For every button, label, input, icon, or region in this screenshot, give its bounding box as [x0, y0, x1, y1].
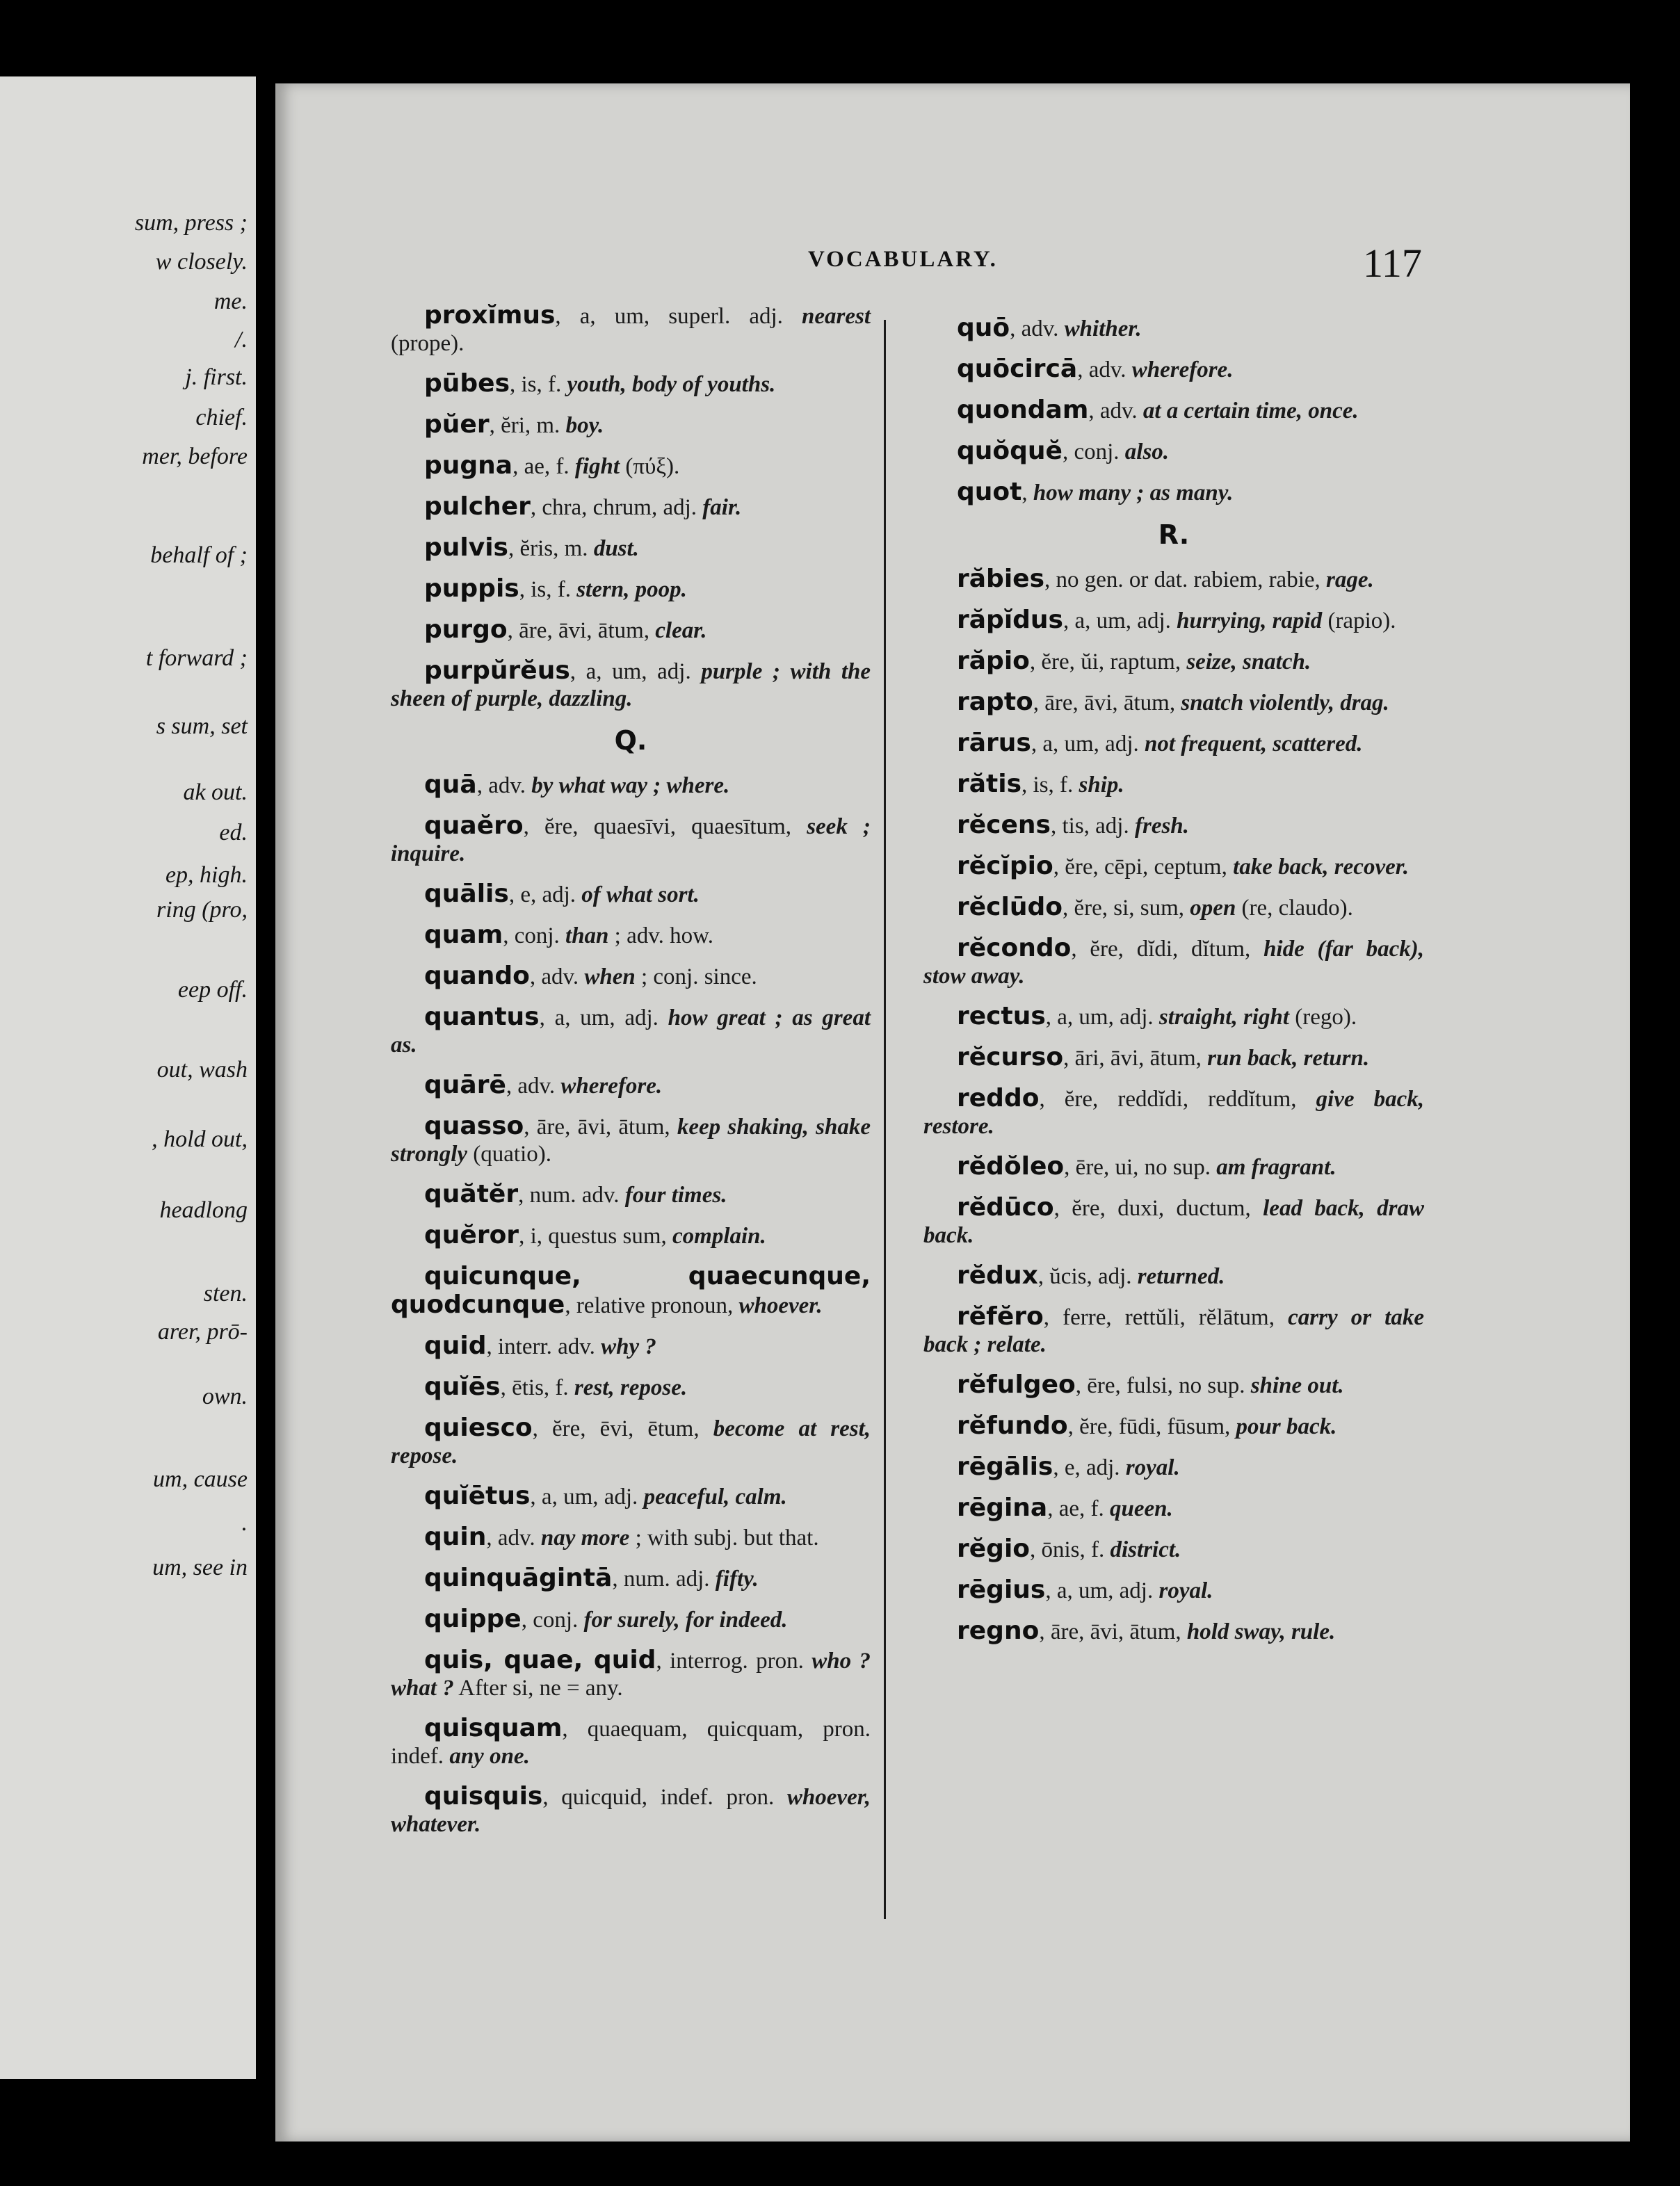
entry-tail: ; adv. how.: [608, 923, 714, 948]
dictionary-entry: [923, 1371, 1424, 1400]
entry-grammar: , ēre, fulsi, no sup.: [1075, 1373, 1251, 1398]
entry-grammar: , a, um, superl. adj.: [555, 304, 802, 329]
left-page: [0, 76, 256, 2079]
entry-grammar: , adv.: [1077, 357, 1132, 382]
left-page-fragment: sten.: [203, 1281, 248, 1306]
dictionary-entry: [391, 1523, 871, 1552]
left-page-fragment: own.: [202, 1384, 248, 1409]
entry-grammar: , interr. adv.: [486, 1334, 601, 1359]
entry-gloss: ship.: [1079, 772, 1124, 798]
entry-gloss: nearest: [802, 304, 871, 329]
entry-headword: rĕcondo: [957, 934, 1072, 962]
entry-headword: quaĕro: [424, 811, 524, 840]
entry-headword: quinquāgintā: [424, 1564, 613, 1592]
dictionary-entry: [923, 314, 1424, 343]
dictionary-entry: [391, 1181, 871, 1209]
left-page-fragment: um, see in: [152, 1555, 248, 1580]
entry-gloss: become at rest, repose.: [391, 1416, 871, 1468]
entry-grammar: , ae, f.: [512, 454, 575, 479]
entry-gloss: shine out.: [1250, 1373, 1344, 1398]
entry-headword: quis, quae, quid: [424, 1646, 656, 1674]
left-page-fragment: arer, prō-: [157, 1319, 248, 1345]
entry-gloss: stern, poop.: [576, 577, 687, 602]
dictionary-entry: [923, 770, 1424, 799]
dictionary-entry: [923, 478, 1424, 507]
entry-gloss: than: [565, 923, 609, 948]
dictionary-entry: [923, 729, 1424, 758]
dictionary-entry: [391, 1332, 871, 1361]
dictionary-entry: [391, 1783, 871, 1838]
entry-grammar: , ĕre, ēvi, ētum,: [532, 1416, 713, 1441]
entry-headword: quicunque, quaecunque, quodcunque: [391, 1262, 871, 1319]
entry-grammar: , āre, āvi, ātum,: [1033, 690, 1181, 715]
entry-grammar: , relative pronoun,: [565, 1293, 739, 1318]
dictionary-entry: [391, 1715, 871, 1770]
entry-grammar: , ĕre, reddĭdi, reddĭtum,: [1039, 1087, 1316, 1112]
entry-grammar: , ŭcis, adj.: [1037, 1264, 1138, 1289]
section-letter: Q.: [614, 725, 647, 756]
entry-headword: rārus: [957, 729, 1031, 757]
entry-gloss: why ?: [601, 1334, 656, 1359]
entry-gloss: whoever, whatever.: [391, 1785, 871, 1837]
entry-tail: ; conj. since.: [635, 964, 757, 989]
entry-grammar: , ĕre, si, sum,: [1062, 896, 1190, 921]
dictionary-entry: [391, 534, 871, 562]
entry-headword: rĕgio: [957, 1535, 1031, 1563]
entry-gloss: lead back, draw back.: [923, 1196, 1424, 1248]
entry-gloss: dust.: [593, 536, 639, 561]
dictionary-entry: [391, 657, 871, 713]
entry-tail: (rego).: [1289, 1005, 1357, 1030]
entry-grammar: , ĕre, fūdi, fūsum,: [1067, 1414, 1236, 1439]
entry-gloss: how many ; as many.: [1033, 480, 1234, 505]
left-page-fragment: headlong: [159, 1197, 248, 1223]
entry-grammar: , ĕre, ŭi, raptum,: [1029, 649, 1187, 674]
entry-gloss: for surely, for indeed.: [583, 1608, 788, 1633]
dictionary-entry: [923, 606, 1424, 635]
entry-grammar: , ōnis, f.: [1030, 1537, 1110, 1562]
entry-headword: quătĕr: [424, 1180, 519, 1208]
left-page-fragment: t forward ;: [145, 645, 248, 671]
dictionary-entry: [923, 565, 1424, 594]
entry-headword: proxĭmus: [424, 301, 556, 330]
entry-headword: quam: [424, 921, 503, 949]
entry-headword: rĕclūdo: [957, 893, 1063, 921]
dictionary-entry: [923, 934, 1424, 990]
entry-tail: ; with subj. but that.: [629, 1525, 819, 1551]
entry-gloss: pour back.: [1236, 1414, 1337, 1439]
entry-gloss: returned.: [1137, 1264, 1225, 1289]
dictionary-entry: [923, 1153, 1424, 1181]
entry-headword: quō: [957, 314, 1010, 342]
left-page-fragment: /.: [235, 327, 248, 353]
entry-gloss: snatch violently, drag.: [1181, 690, 1389, 715]
dictionary-entry: [923, 1044, 1424, 1072]
entry-grammar: , adv.: [476, 773, 532, 798]
entry-headword: regno: [957, 1617, 1040, 1645]
entry-grammar: , adv.: [529, 964, 585, 989]
entry-headword: quĭēs: [424, 1373, 501, 1401]
entry-gloss: fresh.: [1134, 813, 1189, 839]
entry-headword: quā: [424, 770, 477, 799]
entry-grammar: , adv.: [506, 1074, 561, 1099]
entry-headword: reddo: [957, 1084, 1040, 1112]
entry-gloss: peaceful, calm.: [643, 1484, 787, 1509]
entry-headword: rĕfulgeo: [957, 1370, 1076, 1399]
entry-grammar: , a, um, adj.: [1031, 731, 1145, 756]
entry-grammar: , ae, f.: [1047, 1496, 1110, 1521]
entry-gloss: fifty.: [715, 1566, 759, 1592]
entry-headword: rapto: [957, 688, 1033, 716]
entry-headword: quid: [424, 1331, 487, 1360]
dictionary-entry: [391, 575, 871, 604]
entry-grammar: , a, um, adj.: [1063, 608, 1177, 633]
entry-grammar: , interrog. pron.: [656, 1649, 812, 1674]
left-page-fragment: eep off.: [177, 977, 248, 1003]
left-page-fragment: s sum, set: [156, 713, 248, 739]
entry-gloss: straight, right: [1158, 1005, 1289, 1030]
page-number: 117: [1363, 241, 1422, 286]
entry-gloss: complain.: [672, 1224, 766, 1249]
entry-grammar: , ĕris, m.: [508, 536, 594, 561]
dictionary-entry: [923, 396, 1424, 425]
entry-grammar: , ĕre, cēpi, ceptum,: [1053, 855, 1234, 880]
entry-gloss: queen.: [1110, 1496, 1173, 1521]
entry-headword: quĭētus: [424, 1482, 531, 1510]
entry-headword: quantus: [424, 1003, 540, 1031]
entry-gloss: take back, recover.: [1233, 855, 1410, 880]
left-column: [391, 302, 871, 1851]
dictionary-entry: [923, 1535, 1424, 1564]
left-page-fragment: .: [241, 1510, 248, 1536]
entry-grammar: , is, f.: [1021, 772, 1079, 798]
dictionary-entry: [391, 1414, 871, 1470]
entry-gloss: fight: [574, 454, 620, 479]
entry-gloss: purple ; with the sheen of purple, dazzling.: [391, 659, 871, 711]
dictionary-entry: [391, 771, 871, 800]
entry-headword: răbies: [957, 565, 1044, 593]
entry-grammar: , quicquid, indef. pron.: [542, 1785, 787, 1810]
entry-headword: quot: [957, 478, 1022, 506]
entry-headword: quārē: [424, 1071, 506, 1099]
dictionary-entry: [923, 437, 1424, 466]
entry-headword: pugna: [424, 451, 513, 480]
entry-headword: quippe: [424, 1605, 522, 1633]
entry-grammar: , quaequam, quicquam, pron. indef.: [391, 1717, 871, 1769]
dictionary-entry: [391, 1482, 871, 1511]
entry-tail: (πύξ).: [620, 454, 680, 479]
dictionary-entry: [391, 880, 871, 909]
dictionary-entry: [391, 452, 871, 480]
entry-headword: rĕdŏleo: [957, 1152, 1065, 1181]
entry-grammar: , is, f.: [519, 577, 577, 602]
entry-gloss: hurrying, rapid: [1177, 608, 1323, 633]
entry-gloss: not frequent, scattered.: [1145, 731, 1363, 756]
entry-grammar: , ĕre, dĭdi, dĭtum,: [1071, 937, 1264, 962]
dictionary-entry: [923, 893, 1424, 922]
entry-grammar: , i, questus sum,: [519, 1224, 672, 1249]
entry-gloss: how great ; as great as.: [391, 1005, 871, 1058]
dictionary-entry: [391, 370, 871, 398]
entry-headword: quisquis: [424, 1782, 543, 1811]
right-column: [923, 314, 1424, 1658]
dictionary-entry: [391, 1605, 871, 1634]
dictionary-entry: [923, 1453, 1424, 1482]
entry-tail: (prope).: [391, 331, 465, 356]
dictionary-entry: [923, 1576, 1424, 1605]
entry-grammar: , ĕre, quaesīvi, quaesītum,: [523, 814, 807, 839]
dictionary-entry: [391, 1003, 871, 1059]
dictionary-entry: [391, 921, 871, 950]
running-head: VOCABULARY.: [808, 247, 998, 272]
entry-headword: purgo: [424, 615, 508, 644]
entry-headword: quālis: [424, 880, 509, 908]
left-page-fragment: behalf of ;: [150, 542, 248, 568]
entry-gloss: royal.: [1158, 1578, 1213, 1603]
dictionary-entry: [923, 355, 1424, 384]
entry-headword: rēgius: [957, 1576, 1046, 1604]
entry-gloss: fair.: [702, 495, 742, 520]
entry-gloss: when: [584, 964, 636, 989]
left-page-fragment: um, cause: [153, 1466, 248, 1492]
dictionary-entry: [923, 1412, 1424, 1441]
entry-grammar: , is, f.: [510, 372, 567, 397]
entry-gloss: carry or take back ; relate.: [923, 1305, 1424, 1357]
dictionary-entry: [923, 1617, 1424, 1646]
entry-gloss: youth, body of youths.: [567, 372, 776, 397]
entry-headword: quisquam: [424, 1714, 563, 1742]
entry-headword: quŏquĕ: [957, 437, 1063, 465]
entry-grammar: , āre, āvi, ātum,: [524, 1115, 677, 1140]
left-page-fragment: , hold out,: [152, 1126, 248, 1152]
entry-grammar: , conj.: [503, 923, 566, 948]
entry-headword: rĕcens: [957, 811, 1051, 839]
dictionary-entry: [923, 647, 1424, 676]
left-page-fragment: chief.: [195, 405, 248, 430]
dictionary-entry: [391, 616, 871, 645]
entry-gloss: also.: [1124, 439, 1170, 464]
entry-gloss: nay more: [540, 1525, 630, 1551]
entry-tail: (re, claudo).: [1236, 896, 1353, 921]
dictionary-entry: [923, 1494, 1424, 1523]
entry-grammar: , e, adj.: [508, 882, 582, 907]
left-page-fragment: ep, high.: [165, 862, 248, 888]
left-page-fragment: me.: [213, 289, 248, 314]
dictionary-entry: [391, 411, 871, 439]
entry-headword: rectus: [957, 1002, 1046, 1030]
dictionary-entry: [391, 493, 871, 521]
entry-grammar: , ētis, f.: [500, 1375, 574, 1400]
dictionary-entry: [923, 1303, 1424, 1359]
entry-grammar: , āre, āvi, ātum,: [507, 618, 656, 643]
entry-headword: pulcher: [424, 492, 531, 521]
entry-gloss: at a certain time, once.: [1142, 398, 1359, 423]
entry-headword: quin: [424, 1523, 487, 1551]
entry-gloss: by what way ; where.: [531, 773, 730, 798]
entry-grammar: , chra, chrum, adj.: [530, 495, 703, 520]
entry-gloss: district.: [1110, 1537, 1181, 1562]
entry-grammar: , a, um, adj.: [539, 1005, 668, 1030]
section-letter: R.: [1158, 519, 1190, 550]
entry-gloss: of what sort.: [581, 882, 700, 907]
left-page-fragment: ed.: [219, 820, 248, 845]
entry-gloss: who ? what ?: [391, 1649, 871, 1701]
entry-grammar: , ĕri, m.: [489, 413, 566, 438]
entry-gloss: boy.: [565, 413, 604, 438]
dictionary-entry: [391, 1646, 871, 1702]
entry-gloss: whoever.: [738, 1293, 823, 1318]
entry-grammar: , ēre, ui, no sup.: [1064, 1155, 1217, 1180]
entry-headword: rĕcĭpio: [957, 852, 1053, 880]
dictionary-entry: [391, 1564, 871, 1593]
entry-grammar: , conj.: [521, 1608, 584, 1633]
entry-grammar: , adv.: [486, 1525, 541, 1551]
left-page-fragment: j. first.: [185, 364, 248, 390]
entry-gloss: give back, restore.: [923, 1087, 1424, 1139]
entry-grammar: , no gen. or dat. rabiem, rabie,: [1044, 567, 1327, 592]
left-page-fragment: sum, press ;: [134, 210, 248, 236]
entry-gloss: wherefore.: [560, 1074, 663, 1099]
dictionary-entry: [923, 1085, 1424, 1140]
entry-grammar: , adv.: [1088, 398, 1143, 423]
entry-headword: pulvis: [424, 533, 508, 562]
left-page-fragment: ring (pro,: [156, 897, 248, 923]
dictionary-entry: [923, 852, 1424, 881]
entry-headword: puppis: [424, 574, 519, 603]
entry-headword: quondam: [957, 396, 1089, 424]
dictionary-entry: [391, 812, 871, 868]
entry-grammar: , a, um, adj.: [530, 1484, 644, 1509]
entry-headword: pŭer: [424, 410, 490, 439]
left-page-fragment: mer, before: [142, 444, 248, 469]
entry-gloss: clear.: [655, 618, 707, 643]
entry-grammar: , conj.: [1062, 439, 1125, 464]
entry-grammar: , tis, adj.: [1050, 813, 1135, 839]
entry-headword: rĕfĕro: [957, 1302, 1044, 1331]
entry-headword: quasso: [424, 1112, 524, 1140]
entry-headword: quĕror: [424, 1221, 519, 1249]
entry-gloss: seek ; inquire.: [391, 814, 871, 866]
dictionary-entry: [923, 1194, 1424, 1249]
left-page-fragment: ak out.: [183, 779, 248, 805]
entry-grammar: , num. adj.: [612, 1566, 716, 1592]
entry-gloss: rage.: [1326, 567, 1374, 592]
dictionary-entry: [923, 688, 1424, 717]
entry-headword: quōcircā: [957, 355, 1078, 383]
entry-gloss: hide (far back), stow away.: [923, 937, 1424, 989]
entry-grammar: , ferre, rettŭli, rĕlātum,: [1043, 1305, 1289, 1330]
entry-headword: rĕdūco: [957, 1193, 1054, 1222]
entry-gloss: run back, return.: [1207, 1046, 1370, 1071]
entry-grammar: , āre, āvi, ātum,: [1039, 1619, 1187, 1644]
entry-gloss: rest, repose.: [574, 1375, 688, 1400]
entry-headword: purpŭrĕus: [424, 656, 570, 685]
dictionary-entry: [391, 1263, 871, 1320]
dictionary-entry: [391, 1071, 871, 1100]
entry-gloss: wherefore.: [1131, 357, 1234, 382]
entry-grammar: , ĕre, duxi, ductum,: [1053, 1196, 1263, 1221]
entry-grammar: , adv.: [1010, 316, 1065, 341]
dictionary-entry: [923, 1003, 1424, 1031]
entry-grammar: , āri, āvi, ātum,: [1063, 1046, 1208, 1071]
entry-headword: răpio: [957, 647, 1030, 675]
entry-gloss: any one.: [449, 1744, 530, 1769]
dictionary-entry: [391, 1112, 871, 1168]
dictionary-entry: [391, 302, 871, 357]
entry-headword: rēgālis: [957, 1452, 1053, 1481]
entry-gloss: hold sway, rule.: [1186, 1619, 1336, 1644]
entry-gloss: keep shaking, shake strongly: [391, 1115, 871, 1167]
entry-grammar: , num. adv.: [518, 1183, 625, 1208]
dictionary-entry: [923, 811, 1424, 840]
column-rule: [884, 320, 886, 1919]
entry-gloss: whither.: [1064, 316, 1142, 341]
entry-grammar: , e, adj.: [1053, 1455, 1126, 1480]
entry-gloss: four times.: [624, 1183, 727, 1208]
entry-headword: rĕcurso: [957, 1043, 1064, 1071]
entry-gloss: open: [1190, 896, 1236, 921]
entry-tail: (quatio).: [467, 1142, 551, 1167]
dictionary-entry: [923, 1262, 1424, 1290]
entry-tail: (rapio).: [1322, 608, 1396, 633]
entry-headword: pūbes: [424, 369, 510, 398]
entry-grammar: ,: [1021, 480, 1033, 505]
entry-grammar: , a, um, adj.: [570, 659, 702, 684]
entry-headword: rĕdux: [957, 1261, 1038, 1290]
entry-headword: rēgina: [957, 1493, 1048, 1522]
left-page-fragment: out, wash: [156, 1057, 248, 1083]
entry-headword: rĕfundo: [957, 1411, 1068, 1440]
entry-gloss: seize, snatch.: [1186, 649, 1311, 674]
entry-headword: rătis: [957, 770, 1022, 798]
entry-headword: quiesco: [424, 1414, 533, 1442]
dictionary-entry: [391, 962, 871, 991]
entry-grammar: , a, um, adj.: [1045, 1578, 1159, 1603]
entry-grammar: , a, um, adj.: [1045, 1005, 1159, 1030]
entry-headword: răpĭdus: [957, 606, 1063, 634]
dictionary-entry: [391, 1222, 871, 1250]
left-page-fragment: w closely.: [155, 249, 248, 275]
entry-gloss: am fragrant.: [1216, 1155, 1336, 1180]
entry-tail: After si, ne = any.: [453, 1676, 623, 1701]
entry-headword: quando: [424, 962, 530, 990]
entry-gloss: royal.: [1125, 1455, 1180, 1480]
dictionary-entry: [391, 1373, 871, 1402]
